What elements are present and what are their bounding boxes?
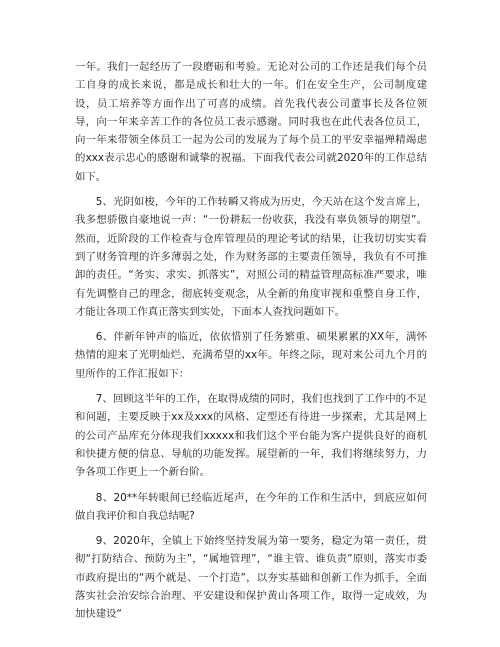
document-body [75,58,427,631]
paragraph-5: 5、光阴如梭，今年的工作转瞬又将成为历史，今天站在这个发言席上，我多想骄傲自豪地说一声：“一份耕耘一份收获，我没有辜负领导的期望”。然而，近阶段的工作检查与仓库管理员的理论考试的结果，让我切切实实看到了财务管理的许多薄弱之处，作为财务部的主要责任领导，我负有不可推卸的责任。“务实、求实、抓落实”，对照公司的精益管理高标准严要求，唯有先调整自己的理念，彻底转变观念，从全新的角度审视和重整自身工作，才能让各项工作真正落实到实处，下面本人查找问题如下。 [75,196,427,318]
paragraph-intro: 一年。我们一起经历了一段磨砺和考验。无论对公司的工作还是我们每个员工自身的成长来说，都是成长和壮大的一年。们在安全生产，公司制度建设，员工培养等方面作出了可喜的成绩。首先我代表公司董事长及各位领导，向一年来辛苦工作的各位员工表示感谢。同时我也在此代表各位员工，向一年来带领全体员工一起为公司的发展为了每个员工的平安幸福殚精竭虑的xxx表示忠心的感谢和诚挚的祝福。下面我代表公司就2020年的工作总结如下。 [75,61,427,183]
paragraph-8: 8、20**年转眼间已经临近尾声，在今年的工作和生活中，到底应如何做自我评价和自我总结呢? [75,491,427,522]
paragraph-9: 9、2020年，全镇上下始终坚持发展为第一要务，稳定为第一责任，贯彻“打防结合、预防为主”，“属地管理”，“谁主管、谁负责”原则，落实市委市政府提出的“两个就是、一个打造”，以夯实基础和创新工作为抓手，全面落实社会治安综合治理、平安建设和保护黄山各项工作，取得一定成效，为加快建设“ [75,535,427,621]
paragraph-6: 6、伴新年钟声的临近，依依惜别了任务繁重、硕果累累的XX年，满怀热情的迎来了光明灿烂、充满希望的xx年。年终之际，现对来公司九个月的里所作的工作汇报如下： [75,331,427,380]
paragraph-7: 7、回顾这半年的工作，在取得成绩的同时，我们也找到了工作中的不足和问题，主要反映于xx及xxx的风格、定型还有待进一步探索，尤其是网上的公司产品库充分体现我们xxxxx和我们这个平台能为客户提供良好的商机和快捷方便的信息、导航的功能发挥。展望新的一年，我们将继续努力，力争各项工作更上一个新台阶。 [75,393,427,479]
